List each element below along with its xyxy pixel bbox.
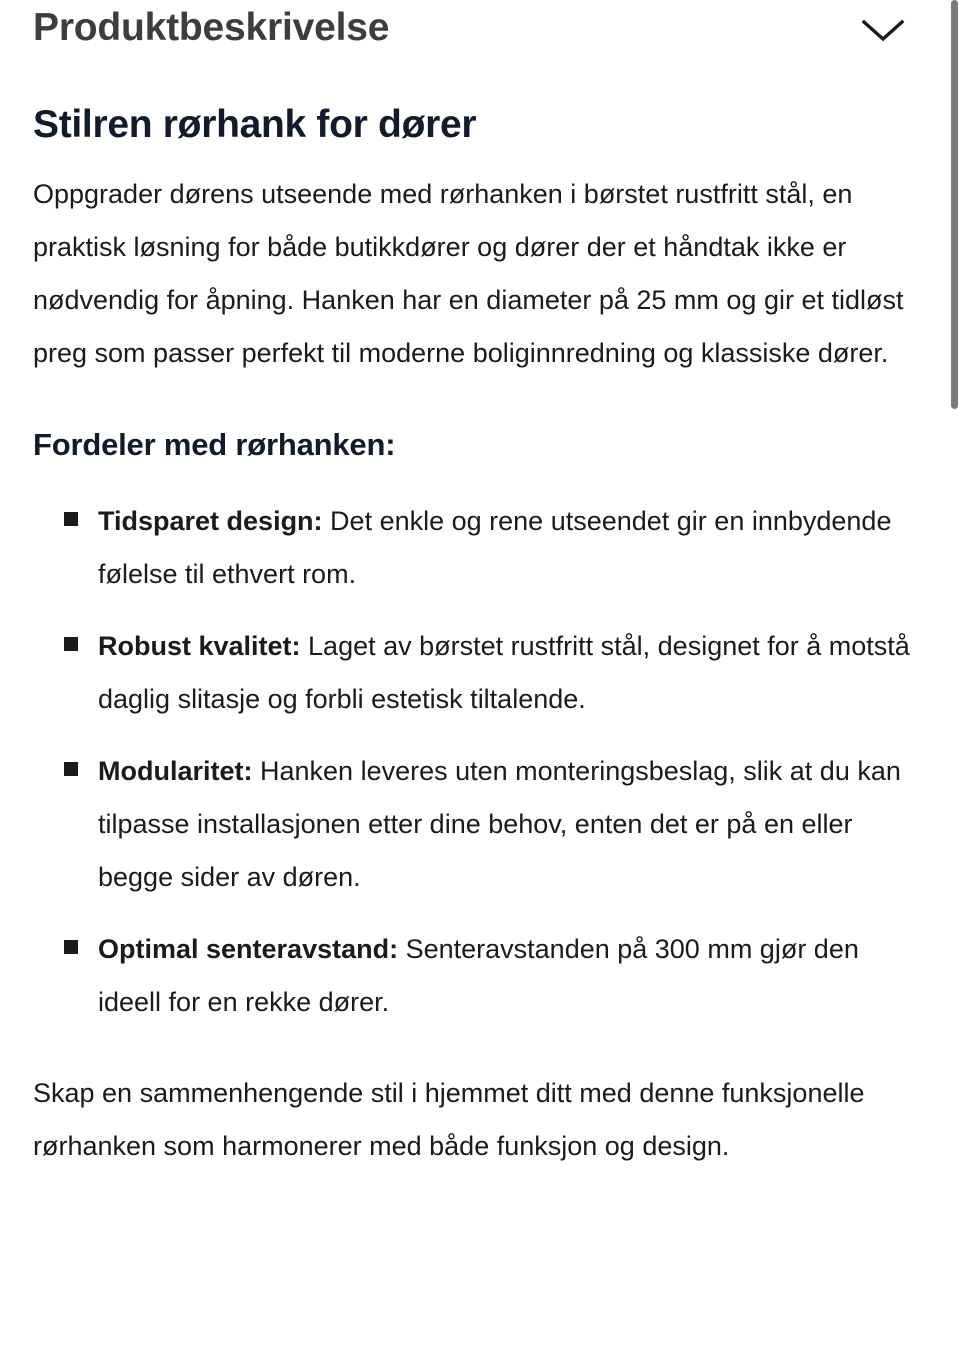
list-item — [33, 745, 915, 904]
benefits-list — [33, 495, 915, 1029]
accordion-header-produktbeskrivelse[interactable] — [33, 0, 915, 64]
square-bullet-icon — [64, 762, 78, 776]
list-item — [33, 923, 915, 1029]
benefit-description: Det enkle og rene utseendet gir en innbydende følelse til ethvert rom. — [98, 506, 892, 589]
benefits-heading: Fordeler med rørhanken: — [33, 427, 396, 462]
benefit-term: Tidsparet design: — [98, 506, 323, 536]
vertical-scrollbar-track[interactable] — [948, 0, 960, 1347]
list-item — [33, 495, 915, 601]
benefit-term: Optimal senteravstand: — [98, 934, 399, 964]
product-outro-paragraph: Skap en sammenhengende stil i hjemmet ditt med denne funksjonelle rørhanken som harmonerer med både funksjon og design. — [33, 1078, 865, 1161]
square-bullet-icon — [64, 512, 78, 526]
benefit-description: Laget av børstet rustfritt stål, designet for å motstå daglig slitasje og forbli estetisk tiltalende. — [98, 631, 910, 714]
product-heading: Stilren rørhank for dører — [33, 103, 477, 146]
square-bullet-icon — [64, 637, 78, 651]
square-bullet-icon — [64, 940, 78, 954]
vertical-scrollbar-thumb[interactable] — [951, 0, 958, 409]
page-title: Produktbeskrivelse — [33, 6, 390, 49]
list-item — [33, 620, 915, 726]
benefit-term: Modularitet: — [98, 756, 253, 786]
benefit-description: Hanken leveres uten monteringsbeslag, slik at du kan tilpasse installasjonen etter dine behov, enten det er på en eller begge sider av døren. — [98, 756, 901, 892]
product-intro-paragraph: Oppgrader dørens utseende med rørhanken i børstet rustfritt stål, en praktisk løsning for både butikkdører og dører der et håndtak ikke er nødvendig for åpning. Hanken har en diameter på 25 mm og gir et tidløst preg som passer perfekt til moderne boliginnredning og klassiske dører. — [33, 179, 904, 368]
benefit-term: Robust kvalitet: — [98, 631, 301, 661]
accordion-toggle-button[interactable] — [859, 6, 907, 54]
chevron-down-icon — [860, 15, 906, 45]
benefit-description: Senteravstanden på 300 mm gjør den ideell for en rekke dører. — [98, 934, 859, 1017]
